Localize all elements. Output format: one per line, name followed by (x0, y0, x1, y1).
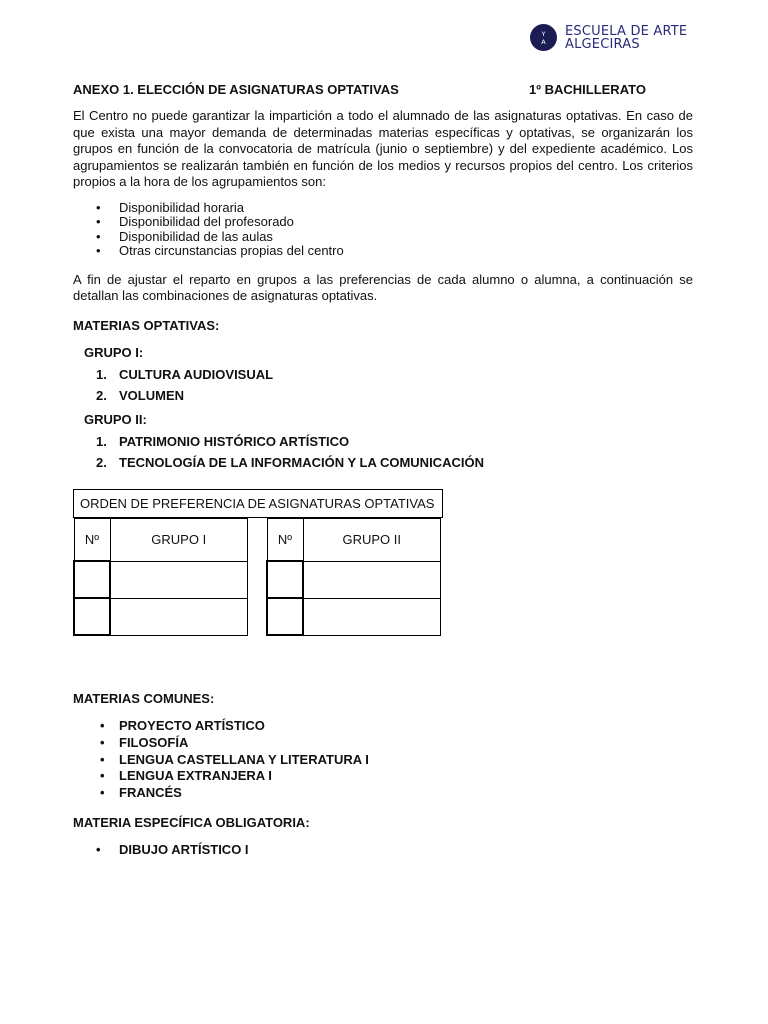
bullet-icon: • (96, 214, 101, 230)
bullet-icon: • (100, 785, 105, 801)
list-item (73, 735, 693, 752)
bullet-icon: • (100, 734, 105, 750)
preference-table (73, 489, 443, 636)
list-item (73, 785, 693, 802)
preference-number-field[interactable] (74, 561, 110, 598)
criteria-text: Otras circunstancias propias del centro (119, 243, 344, 259)
item-text: PATRIMONIO HISTÓRICO ARTÍSTICO (119, 433, 350, 449)
group-2-list (73, 431, 693, 473)
comunes-list (73, 718, 693, 802)
list-item (73, 842, 693, 859)
bullet-icon: • (96, 199, 101, 215)
item-number: 1. (96, 433, 107, 449)
logo-line-2: ALGECIRAS (565, 36, 640, 52)
list-item (73, 718, 693, 735)
bullet-icon: • (100, 751, 105, 767)
adjust-paragraph: A fin de ajustar el reparto en grupos a las preferencias de cada alumno o alumna, a continuación se detallan las combinaciones de asignaturas optativas. (73, 271, 693, 304)
item-text: LENGUA EXTRANJERA I (119, 768, 272, 784)
document-body (73, 82, 693, 473)
group-1-preference-table (73, 518, 248, 636)
group-1-list (73, 364, 693, 406)
preference-subject-field[interactable] (110, 598, 248, 635)
preference-subject-field[interactable] (303, 598, 441, 635)
criteria-item (73, 215, 693, 229)
criteria-text: Disponibilidad del profesorado (119, 214, 294, 230)
item-text: FILOSOFÍA (119, 734, 189, 750)
list-item (73, 752, 693, 769)
bullet-icon: • (100, 718, 105, 733)
criteria-item (73, 201, 693, 215)
group-1-label: GRUPO I: (84, 344, 144, 360)
bullet-icon: • (96, 228, 101, 244)
group-2-preference-table (266, 518, 441, 636)
item-text: TECNOLOGÍA DE LA INFORMACIÓN Y LA COMUNICACIÓN (119, 454, 484, 470)
optativas-heading: MATERIAS OPTATIVAS: (73, 317, 220, 333)
list-item (73, 452, 693, 473)
item-text: DIBUJO ARTÍSTICO I (119, 841, 249, 857)
column-header-number: Nº (267, 519, 303, 562)
course-label: 1º BACHILLERATO (529, 82, 646, 97)
list-item (73, 431, 693, 452)
preference-number-field[interactable] (74, 598, 110, 635)
item-number: 2. (96, 454, 107, 470)
school-logo (530, 24, 687, 51)
preference-number-field[interactable] (267, 598, 303, 635)
group-2-label: GRUPO II: (84, 411, 147, 427)
especifica-list (73, 842, 693, 859)
bullet-icon: • (96, 243, 101, 259)
criteria-item (73, 244, 693, 258)
column-header-group-1: GRUPO I (110, 519, 248, 562)
preference-subject-field[interactable] (303, 561, 441, 598)
especifica-heading: MATERIA ESPECÍFICA OBLIGATORIA: (73, 814, 310, 830)
item-text: CULTURA AUDIOVISUAL (119, 366, 274, 382)
column-header-number: Nº (74, 519, 110, 562)
item-text: VOLUMEN (119, 387, 184, 403)
item-number: 2. (96, 387, 107, 403)
bullet-icon: • (96, 841, 101, 857)
preference-table-header: ORDEN DE PREFERENCIA DE ASIGNATURAS OPTATIVAS (73, 489, 443, 518)
item-text: FRANCÉS (119, 785, 182, 801)
criteria-text: Disponibilidad de las aulas (119, 228, 273, 244)
logo-mark-top: Y (541, 29, 546, 38)
document-title-row (73, 82, 693, 97)
list-item (73, 768, 693, 785)
logo-line-1: ESCUELA DE ARTE (565, 23, 688, 39)
criteria-item (73, 230, 693, 244)
criteria-text: Disponibilidad horaria (119, 199, 245, 215)
item-number: 1. (96, 366, 107, 382)
list-item (73, 385, 693, 406)
criteria-list (73, 201, 693, 259)
bullet-icon: • (100, 768, 105, 784)
preference-subject-field[interactable] (110, 561, 248, 598)
comunes-heading: MATERIAS COMUNES: (73, 691, 215, 706)
intro-paragraph: El Centro no puede garantizar la impartición a todo el alumnado de las asignaturas optativas. En caso de que exista una mayor demanda de determinadas materias específicas y optativas, se organizarán los grupos en función de la convocatoria de matrícula (junio o septiembre) y del expediente académico. Los agrupamientos se realizarán también en función de los medios y recursos propios del centro. Los criterios propios a la hora de los agrupamientos son: (73, 108, 693, 190)
item-text: LENGUA CASTELLANA Y LITERATURA I (119, 751, 369, 767)
document-title: ANEXO 1. ELECCIÓN DE ASIGNATURAS OPTATIVAS (73, 82, 399, 97)
item-text: PROYECTO ARTÍSTICO (119, 718, 265, 733)
list-item (73, 364, 693, 385)
preference-number-field[interactable] (267, 561, 303, 598)
logo-mark-icon (530, 24, 557, 51)
logo-mark-bottom: A (541, 37, 546, 46)
logo-text (565, 25, 687, 51)
lower-section (73, 691, 693, 859)
column-header-group-2: GRUPO II (303, 519, 441, 562)
